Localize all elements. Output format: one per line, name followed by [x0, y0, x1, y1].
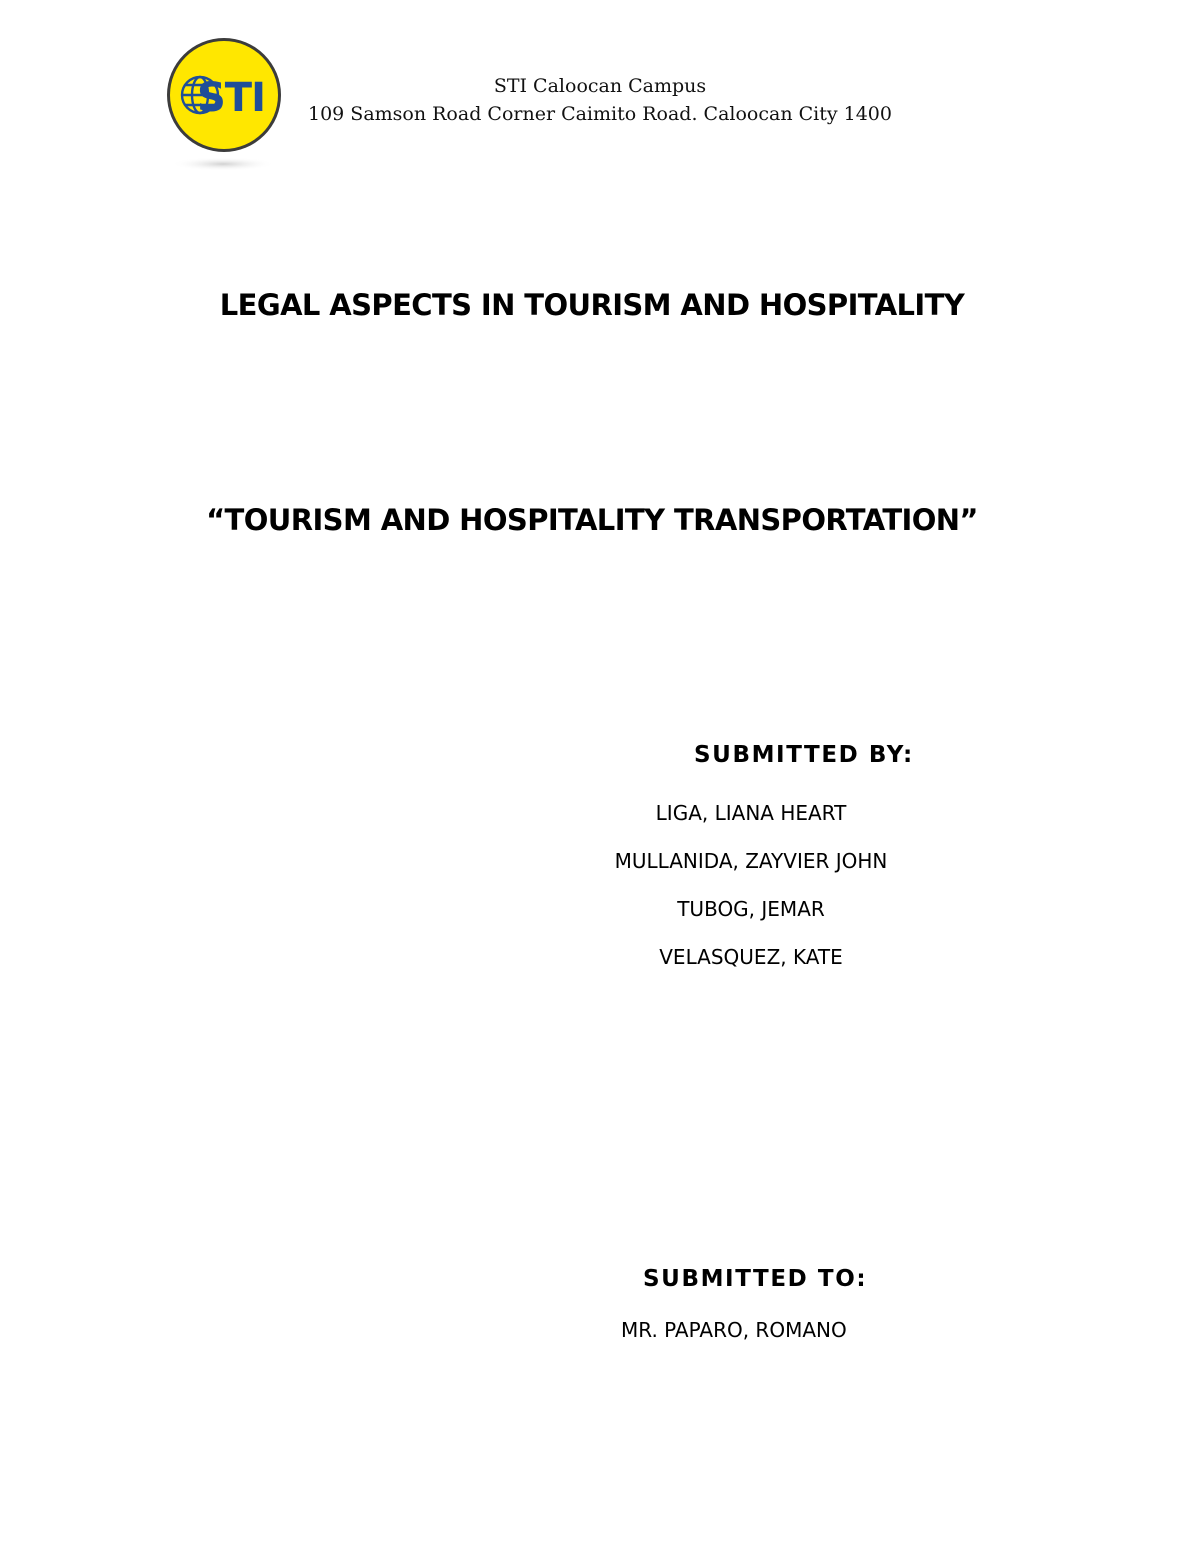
sti-logo [163, 37, 285, 171]
instructor-name: MR. PAPARO, ROMANO [621, 1318, 847, 1342]
submitted-by-names [551, 789, 951, 981]
student-name: LIGA, LIANA HEART [655, 801, 847, 825]
campus-header [300, 72, 900, 128]
sti-logo-graphic [163, 37, 285, 171]
submitted-by-label: SUBMITTED BY: [694, 742, 914, 768]
student-name: VELASQUEZ, KATE [659, 945, 843, 969]
campus-name: STI Caloocan Campus [493, 75, 707, 97]
campus-address: 109 Samson Road Corner Caimito Road. Caloocan City 1400 [308, 103, 892, 125]
logo-wordmark: STI [197, 75, 265, 121]
student-name: MULLANIDA, ZAYVIER JOHN [614, 849, 888, 873]
course-title: LEGAL ASPECTS IN TOURISM AND HOSPITALITY [219, 288, 965, 322]
topic-title: “TOURISM AND HOSPITALITY TRANSPORTATION” [206, 503, 978, 537]
student-name: TUBOG, JEMAR [677, 897, 825, 921]
submitted-to-label: SUBMITTED TO: [643, 1266, 868, 1292]
